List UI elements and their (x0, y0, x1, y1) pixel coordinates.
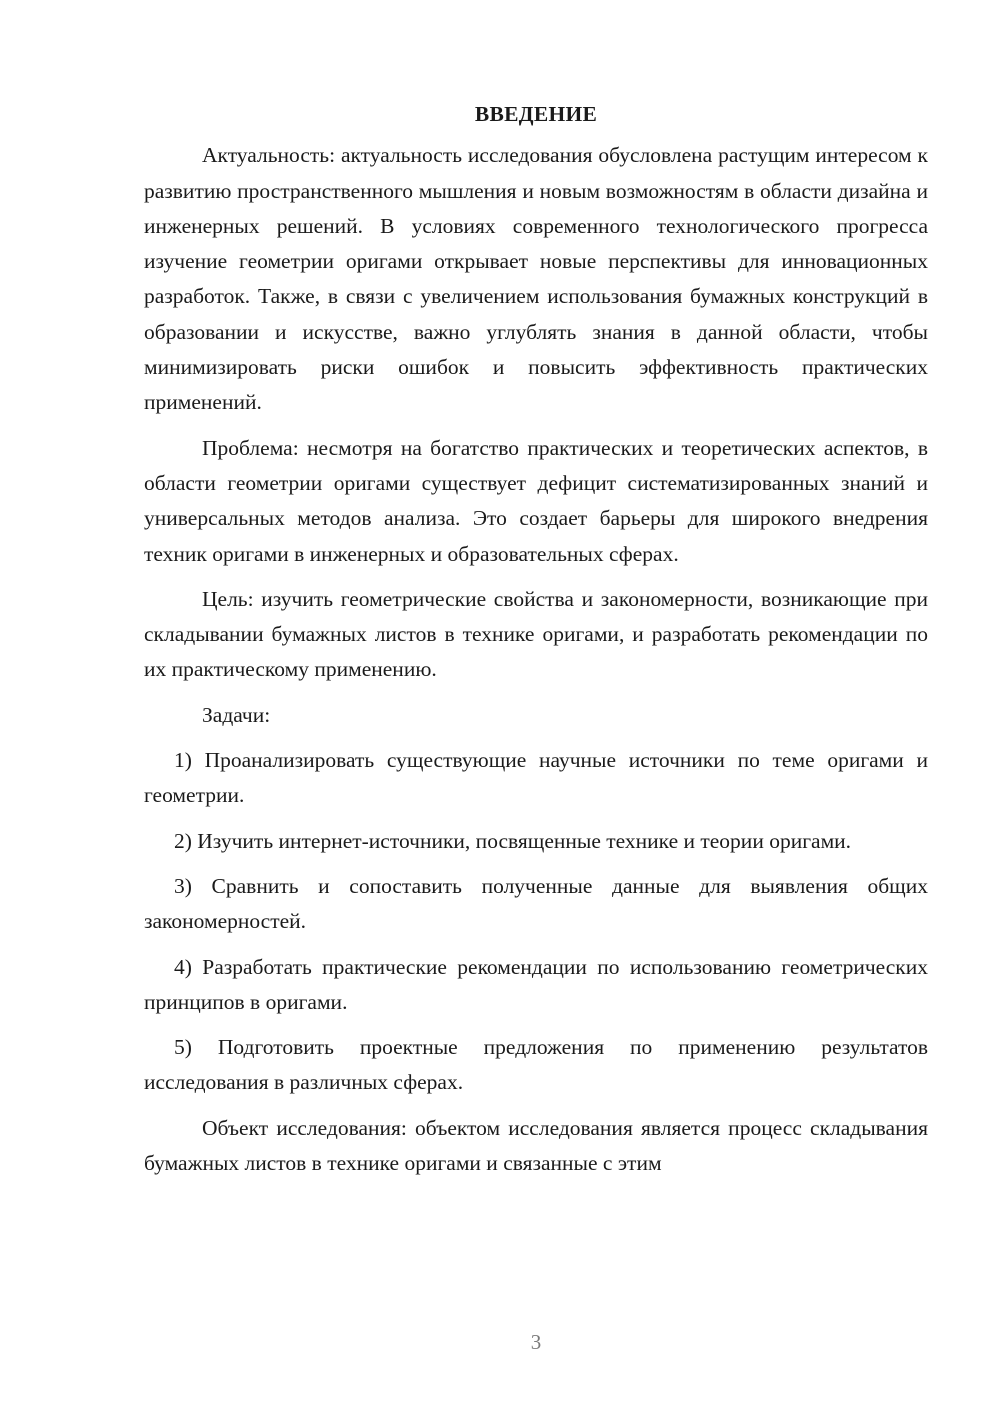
task-item: 4) Разработать практические рекомендации по использованию геометрических принципов в оригами. (144, 954, 928, 1014)
relevance-paragraph: Актуальность: актуальность исследования обусловлена растущим интересом к развитию пространственного мышления и новым возможностям в области дизайна и инженерных решений. В условиях современного технологического прогресса изучение геометрии оригами открывает новые перспективы для инновационных разработок. Также, в связи с увеличением использования бумажных конструкций в образовании и искусстве, важно углублять знания в данной области, чтобы минимизировать риски ошибок и повысить эффективность практических применений. (144, 143, 928, 415)
task-item: 2) Изучить интернет-источники, посвященные технике и теории оригами. (174, 828, 852, 853)
task-item: 5) Подготовить проектные предложения по применению результатов исследования в различных сферах. (144, 1035, 928, 1095)
task-item: 3) Сравнить и сопоставить полученные данные для выявления общих закономерностей. (144, 873, 928, 934)
object-paragraph: Объект исследования: объектом исследования является процесс складывания бумажных листов в технике оригами и связанные с этим (144, 1115, 928, 1176)
problem-paragraph: Проблема: несмотря на богатство практических и теоретических аспектов, в области геометрии оригами существует дефицит систематизированных знаний и универсальных методов анализа. Это создает барьеры для широкого внедрения техник оригами в инженерных и образовательных сферах. (144, 435, 928, 566)
goal-paragraph: Цель: изучить геометрические свойства и закономерности, возникающие при складывании бумажных листов в технике оригами, и разработать рекомендации по их практическому применению. (144, 586, 928, 682)
task-item: 1) Проанализировать существующие научные источники по теме оригами и геометрии. (144, 748, 928, 808)
page-number: 3 (530, 1330, 542, 1354)
page-title: ВВЕДЕНИЕ (474, 102, 598, 126)
page-body (144, 97, 928, 1191)
tasks-heading: Задачи: (202, 702, 271, 727)
